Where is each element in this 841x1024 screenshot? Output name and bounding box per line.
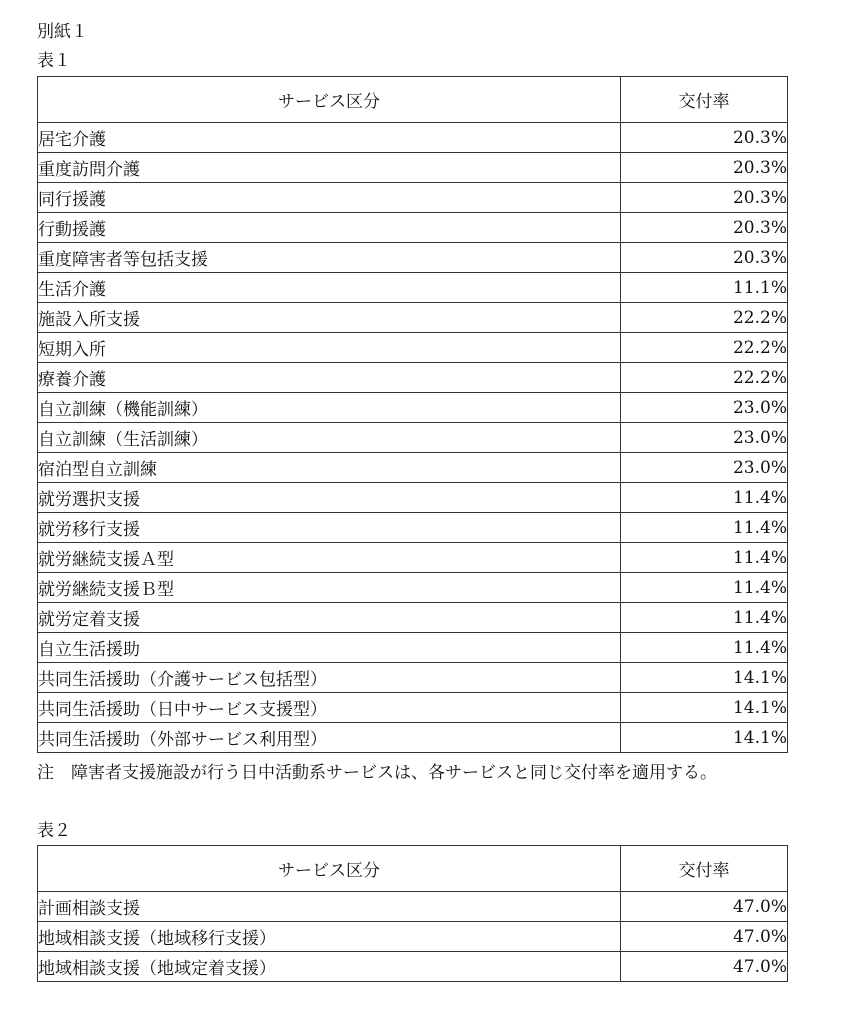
rate-cell: 23.0%	[621, 453, 788, 483]
table-row	[38, 363, 788, 393]
rate-cell: 20.3%	[621, 243, 788, 273]
table-row	[38, 573, 788, 603]
table1-header-service: サービス区分	[38, 77, 621, 123]
table-row	[38, 543, 788, 573]
table-row	[38, 513, 788, 543]
rate-cell: 20.3%	[621, 183, 788, 213]
service-name-cell: 就労移行支援	[38, 513, 621, 543]
table-row	[38, 483, 788, 513]
service-name-cell: 重度障害者等包括支援	[38, 243, 621, 273]
service-name-cell: 療養介護	[38, 363, 621, 393]
table-row	[38, 663, 788, 693]
rate-cell: 22.2%	[621, 363, 788, 393]
table-row	[38, 213, 788, 243]
service-name-cell: 自立訓練（機能訓練）	[38, 393, 621, 423]
table-row	[38, 952, 788, 982]
table2-caption: 表２	[37, 821, 71, 841]
rate-cell: 47.0%	[621, 922, 788, 952]
table-row	[38, 123, 788, 153]
service-name-cell: 自立生活援助	[38, 633, 621, 663]
rate-cell: 14.1%	[621, 663, 788, 693]
service-name-cell: 行動援護	[38, 213, 621, 243]
table-row	[38, 603, 788, 633]
table-row	[38, 393, 788, 423]
table1-header-rate: 交付率	[621, 77, 788, 123]
rate-cell: 47.0%	[621, 892, 788, 922]
rate-cell: 11.4%	[621, 573, 788, 603]
table-row	[38, 633, 788, 663]
rate-cell: 22.2%	[621, 333, 788, 363]
rate-cell: 14.1%	[621, 723, 788, 753]
service-name-cell: 共同生活援助（介護サービス包括型）	[38, 663, 621, 693]
table2-header-service: サービス区分	[38, 846, 621, 892]
table-row	[38, 333, 788, 363]
table1	[37, 76, 788, 753]
service-name-cell: 短期入所	[38, 333, 621, 363]
rate-cell: 20.3%	[621, 153, 788, 183]
rate-cell: 20.3%	[621, 213, 788, 243]
rate-cell: 22.2%	[621, 303, 788, 333]
rate-cell: 11.4%	[621, 603, 788, 633]
table-row	[38, 892, 788, 922]
service-name-cell: 生活介護	[38, 273, 621, 303]
service-name-cell: 施設入所支援	[38, 303, 621, 333]
service-name-cell: 共同生活援助（外部サービス利用型）	[38, 723, 621, 753]
table-row	[38, 243, 788, 273]
service-name-cell: 計画相談支援	[38, 892, 621, 922]
rate-cell: 11.4%	[621, 483, 788, 513]
service-name-cell: 地域相談支援（地域定着支援）	[38, 952, 621, 982]
service-name-cell: 自立訓練（生活訓練）	[38, 423, 621, 453]
table-row	[38, 153, 788, 183]
service-name-cell: 居宅介護	[38, 123, 621, 153]
table2-header-row	[38, 846, 788, 892]
table-row	[38, 303, 788, 333]
rate-cell: 11.4%	[621, 513, 788, 543]
table-row	[38, 423, 788, 453]
table1-header-row	[38, 77, 788, 123]
table-row	[38, 273, 788, 303]
service-name-cell: 就労定着支援	[38, 603, 621, 633]
table1-caption: 表１	[37, 51, 71, 71]
table2-header-rate: 交付率	[621, 846, 788, 892]
rate-cell: 11.4%	[621, 543, 788, 573]
service-name-cell: 重度訪問介護	[38, 153, 621, 183]
table-row	[38, 453, 788, 483]
rate-cell: 23.0%	[621, 393, 788, 423]
service-name-cell: 就労継続支援Ａ型	[38, 543, 621, 573]
table-row	[38, 693, 788, 723]
table1-note: 注 障害者支援施設が行う日中活動系サービスは、各サービスと同じ交付率を適用する。	[37, 763, 717, 783]
service-name-cell: 同行援護	[38, 183, 621, 213]
rate-cell: 14.1%	[621, 693, 788, 723]
table1-body	[38, 123, 788, 753]
service-name-cell: 就労選択支援	[38, 483, 621, 513]
rate-cell: 23.0%	[621, 423, 788, 453]
rate-cell: 20.3%	[621, 123, 788, 153]
service-name-cell: 共同生活援助（日中サービス支援型）	[38, 693, 621, 723]
table-row	[38, 723, 788, 753]
service-name-cell: 就労継続支援Ｂ型	[38, 573, 621, 603]
table-row	[38, 922, 788, 952]
rate-cell: 47.0%	[621, 952, 788, 982]
service-name-cell: 地域相談支援（地域移行支援）	[38, 922, 621, 952]
service-name-cell: 宿泊型自立訓練	[38, 453, 621, 483]
rate-cell: 11.1%	[621, 273, 788, 303]
table2	[37, 845, 788, 982]
rate-cell: 11.4%	[621, 633, 788, 663]
table2-body	[38, 892, 788, 982]
table-row	[38, 183, 788, 213]
attachment-label: 別紙１	[37, 22, 88, 42]
